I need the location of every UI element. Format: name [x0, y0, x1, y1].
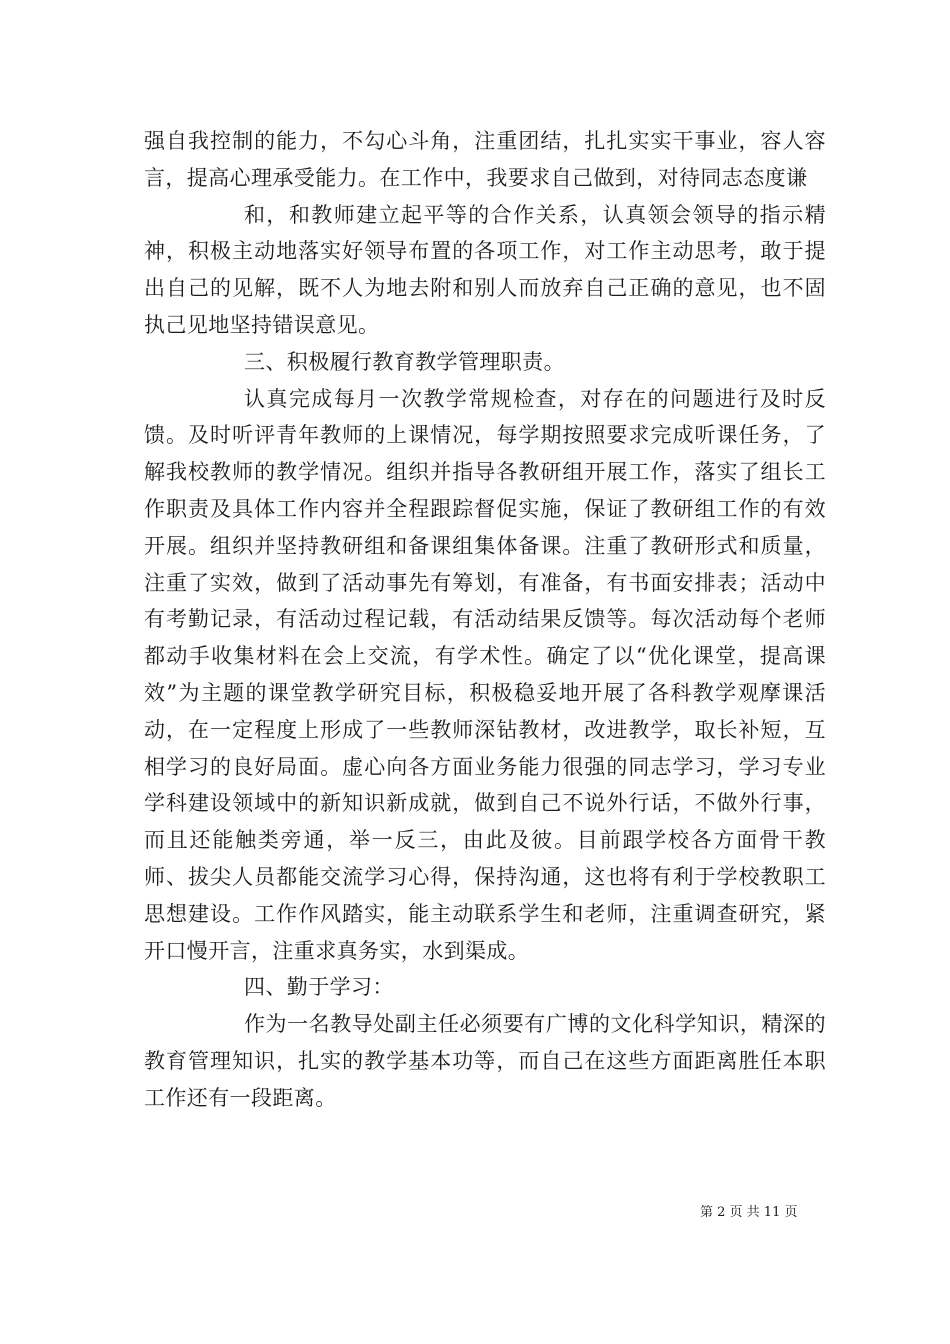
paragraph-teaching-management: 认真完成每月一次教学常规检查，对存在的问题进行及时反馈。及时听评青年教师的上课情况，每学期按照要求完成听课任务，了解我校教师的教学情况。组织并指导各教研组开展工作，落实了组长工作职责及具体工作内容并全程跟踪督促实施，保证了教研组工作的有效开展。组织并坚持教研组和备课组集体备课。注重了教研形式和质量，注重了实效，做到了活动事先有筹划，有准备，有书面安排表；活动中有考勤记录，有活动过程记载，有活动结果反馈等。每次活动每个老师都动手收集材料在会上交流，有学术性。确定了以“优化课堂，提高课效”为主题的课堂教学研究目标，积极稳妥地开展了各科教学观摩课活动，在一定程度上形成了一些教师深钻教材，改进教学，取长补短，互相学习的良好局面。虚心向各方面业务能力很强的同志学习，学习专业学科建设领域中的新知识新成就，做到自己不说外行话，不做外行事，而且还能触类旁通，举一反三，由此及彼。目前跟学校各方面骨干教师、拔尖人员都能交流学习心得，保持沟通，这也将有利于学校教职工思想建设。工作作风踏实，能主动联系学生和老师，注重调查研究，紧开口慢开言，注重求真务实，水到渠成。: [144, 386, 826, 963]
paragraph-continuation: 强自我控制的能力，不勾心斗角，注重团结，扎扎实实干事业，容人容言，提高心理承受能力。在工作中，我要求自己做到，对待同志态度谦: [144, 129, 826, 190]
paragraph-attitude: 和，和教师建立起平等的合作关系，认真领会领导的指示精神，积极主动地落实好领导布置的各项工作，对工作主动思考，敢于提出自己的见解，既不人为地去附和别人而放弃自己正确的意见，也不固执己见地坚持错误意见。: [144, 202, 826, 337]
section-heading-four: 四、勤于学习：: [244, 975, 394, 1000]
section-heading-three: 三、积极履行教育教学管理职责。: [244, 349, 565, 374]
page-number-footer: 第 2 页 共 11 页: [700, 1205, 798, 1220]
paragraph-learning: 作为一名教导处副主任必须要有广博的文化科学知识，精深的教育管理知识，扎实的教学基本功等，而自己在这些方面距离胜任本职工作还有一段距离。: [144, 1012, 826, 1110]
document-body: [144, 123, 826, 1117]
